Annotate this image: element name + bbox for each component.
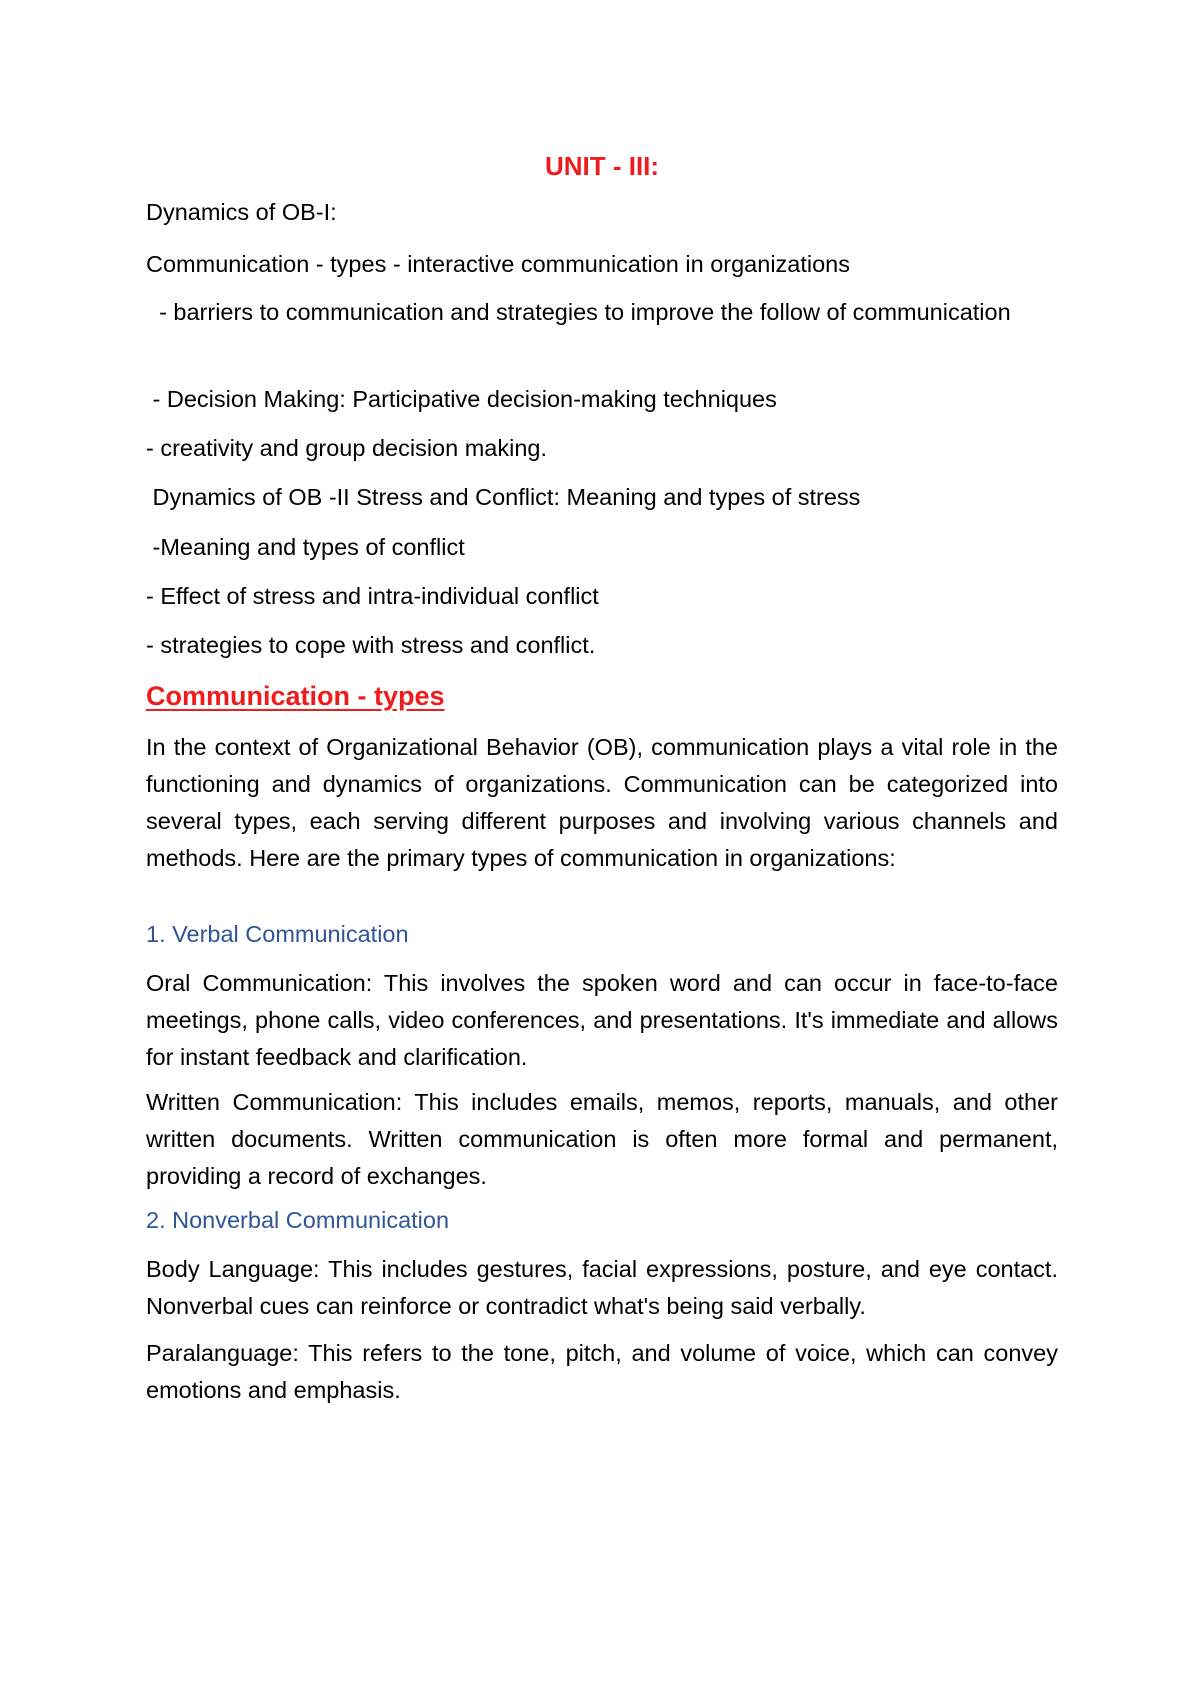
- syllabus-line-5: - creativity and group decision making.: [146, 435, 548, 461]
- nonverbal-heading: 2. Nonverbal Communication: [146, 1207, 450, 1233]
- verbal-heading: 1. Verbal Communication: [146, 921, 409, 947]
- syllabus-line-8: - Effect of stress and intra-individual conflict: [146, 583, 599, 609]
- syllabus-line-7: -Meaning and types of conflict: [146, 534, 465, 560]
- syllabus-line-9: - strategies to cope with stress and conflict.: [146, 632, 596, 658]
- unit-title: UNIT - III:: [544, 151, 660, 181]
- syllabus-line-4: - Decision Making: Participative decision-making techniques: [146, 386, 777, 412]
- body-language-paragraph: Body Language: This includes gestures, facial expressions, posture, and eye contact. Nonverbal cues can reinforce or contradict what's being said verbally.: [146, 1256, 1058, 1319]
- written-paragraph: Written Communication: This includes emails, memos, reports, manuals, and other written documents. Written communication is often more formal and permanent, providing a record of exchanges.: [146, 1089, 1058, 1189]
- syllabus-line-2: Communication - types - interactive communication in organizations: [146, 251, 851, 277]
- intro-paragraph: In the context of Organizational Behavior (OB), communication plays a vital role in the functioning and dynamics of organizations. Communication can be categorized into several types, each serving different purposes and involving various channels and methods. Here are the primary types of communication in organizations:: [146, 734, 1058, 871]
- syllabus-line-6: Dynamics of OB -II Stress and Conflict: Meaning and types of stress: [146, 484, 861, 510]
- oral-paragraph: Oral Communication: This involves the spoken word and can occur in face-to-face meetings, phone calls, video conferences, and presentations. It's immediate and allows for instant feedback and clarification.: [146, 970, 1058, 1070]
- syllabus-line-3: - barriers to communication and strategies to improve the follow of communication: [146, 299, 1011, 325]
- paralanguage-paragraph: Paralanguage: This refers to the tone, pitch, and volume of voice, which can convey emotions and emphasis.: [146, 1340, 1058, 1403]
- syllabus-line-1: Dynamics of OB-I:: [146, 199, 337, 225]
- section-heading: Communication - types: [146, 681, 445, 711]
